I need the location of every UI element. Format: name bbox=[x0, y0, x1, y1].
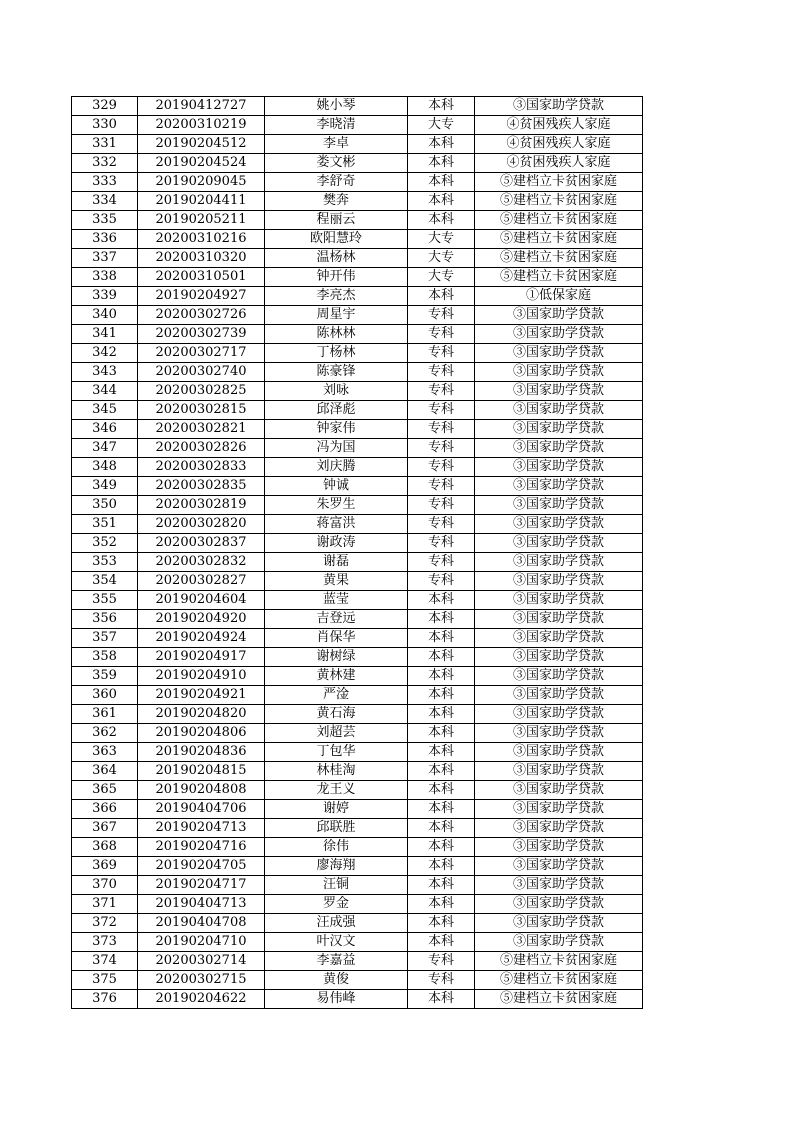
student-name-cell: 谢树绿 bbox=[265, 648, 408, 667]
student-id-cell: 20200310501 bbox=[138, 268, 265, 287]
student-id-cell: 20190205211 bbox=[138, 211, 265, 230]
aid-category-cell: ③国家助学贷款 bbox=[475, 724, 643, 743]
student-id-cell: 20190404713 bbox=[138, 895, 265, 914]
student-id-cell: 20190204604 bbox=[138, 591, 265, 610]
student-name-cell: 陈豪锋 bbox=[265, 363, 408, 382]
student-name-cell: 刘超芸 bbox=[265, 724, 408, 743]
row-number-cell: 353 bbox=[72, 553, 138, 572]
student-id-cell: 20200302837 bbox=[138, 534, 265, 553]
table-row bbox=[72, 800, 643, 819]
table-row bbox=[72, 287, 643, 306]
student-name-cell: 朱罗生 bbox=[265, 496, 408, 515]
row-number-cell: 368 bbox=[72, 838, 138, 857]
table-row bbox=[72, 116, 643, 135]
student-name-cell: 邱联胜 bbox=[265, 819, 408, 838]
student-name-cell: 李亮杰 bbox=[265, 287, 408, 306]
aid-category-cell: ③国家助学贷款 bbox=[475, 819, 643, 838]
row-number-cell: 349 bbox=[72, 477, 138, 496]
row-number-cell: 341 bbox=[72, 325, 138, 344]
table-row bbox=[72, 876, 643, 895]
table-row bbox=[72, 895, 643, 914]
student-name-cell: 娄文彬 bbox=[265, 154, 408, 173]
row-number-cell: 347 bbox=[72, 439, 138, 458]
student-aid-table bbox=[71, 96, 643, 1009]
student-name-cell: 吉登远 bbox=[265, 610, 408, 629]
table-row bbox=[72, 135, 643, 154]
student-name-cell: 龙王义 bbox=[265, 781, 408, 800]
education-level-cell: 专科 bbox=[408, 496, 475, 515]
aid-category-cell: ④贫困残疾人家庭 bbox=[475, 116, 643, 135]
student-name-cell: 谢婷 bbox=[265, 800, 408, 819]
student-id-cell: 20200302726 bbox=[138, 306, 265, 325]
aid-category-cell: ③国家助学贷款 bbox=[475, 382, 643, 401]
student-id-cell: 20190204411 bbox=[138, 192, 265, 211]
row-number-cell: 348 bbox=[72, 458, 138, 477]
row-number-cell: 364 bbox=[72, 762, 138, 781]
aid-category-cell: ③国家助学贷款 bbox=[475, 933, 643, 952]
student-name-cell: 程丽云 bbox=[265, 211, 408, 230]
row-number-cell: 371 bbox=[72, 895, 138, 914]
education-level-cell: 本科 bbox=[408, 192, 475, 211]
education-level-cell: 专科 bbox=[408, 515, 475, 534]
education-level-cell: 专科 bbox=[408, 306, 475, 325]
table-row bbox=[72, 192, 643, 211]
education-level-cell: 本科 bbox=[408, 762, 475, 781]
education-level-cell: 本科 bbox=[408, 914, 475, 933]
table-row bbox=[72, 382, 643, 401]
row-number-cell: 366 bbox=[72, 800, 138, 819]
education-level-cell: 本科 bbox=[408, 211, 475, 230]
student-id-cell: 20190204705 bbox=[138, 857, 265, 876]
table-row bbox=[72, 97, 643, 116]
student-id-cell: 20190204524 bbox=[138, 154, 265, 173]
aid-category-cell: ③国家助学贷款 bbox=[475, 477, 643, 496]
education-level-cell: 本科 bbox=[408, 287, 475, 306]
student-name-cell: 黄石海 bbox=[265, 705, 408, 724]
student-name-cell: 徐伟 bbox=[265, 838, 408, 857]
table-row bbox=[72, 154, 643, 173]
student-id-cell: 20200302819 bbox=[138, 496, 265, 515]
table-row bbox=[72, 667, 643, 686]
aid-category-cell: ⑤建档立卡贫困家庭 bbox=[475, 249, 643, 268]
aid-category-cell: ⑤建档立卡贫困家庭 bbox=[475, 173, 643, 192]
student-id-cell: 20200302717 bbox=[138, 344, 265, 363]
aid-category-cell: ③国家助学贷款 bbox=[475, 876, 643, 895]
student-id-cell: 20190204921 bbox=[138, 686, 265, 705]
education-level-cell: 专科 bbox=[408, 325, 475, 344]
student-name-cell: 姚小琴 bbox=[265, 97, 408, 116]
aid-category-cell: ③国家助学贷款 bbox=[475, 686, 643, 705]
student-name-cell: 黄果 bbox=[265, 572, 408, 591]
student-name-cell: 周星宇 bbox=[265, 306, 408, 325]
table-row bbox=[72, 781, 643, 800]
row-number-cell: 360 bbox=[72, 686, 138, 705]
student-name-cell: 欧阳慧玲 bbox=[265, 230, 408, 249]
student-id-cell: 20200302821 bbox=[138, 420, 265, 439]
student-id-cell: 20200302740 bbox=[138, 363, 265, 382]
student-id-cell: 20190404706 bbox=[138, 800, 265, 819]
row-number-cell: 333 bbox=[72, 173, 138, 192]
student-name-cell: 黄林建 bbox=[265, 667, 408, 686]
student-id-cell: 20200302827 bbox=[138, 572, 265, 591]
student-name-cell: 黄俊 bbox=[265, 971, 408, 990]
student-name-cell: 罗金 bbox=[265, 895, 408, 914]
row-number-cell: 331 bbox=[72, 135, 138, 154]
student-name-cell: 冯为国 bbox=[265, 439, 408, 458]
student-name-cell: 蓝莹 bbox=[265, 591, 408, 610]
row-number-cell: 365 bbox=[72, 781, 138, 800]
row-number-cell: 355 bbox=[72, 591, 138, 610]
table-row bbox=[72, 629, 643, 648]
education-level-cell: 本科 bbox=[408, 648, 475, 667]
table-row bbox=[72, 591, 643, 610]
aid-category-cell: ③国家助学贷款 bbox=[475, 667, 643, 686]
student-id-cell: 20190204806 bbox=[138, 724, 265, 743]
student-name-cell: 李晓清 bbox=[265, 116, 408, 135]
student-id-cell: 20200302715 bbox=[138, 971, 265, 990]
education-level-cell: 专科 bbox=[408, 572, 475, 591]
aid-category-cell: ⑤建档立卡贫困家庭 bbox=[475, 268, 643, 287]
student-id-cell: 20200302739 bbox=[138, 325, 265, 344]
row-number-cell: 363 bbox=[72, 743, 138, 762]
student-id-cell: 20190204622 bbox=[138, 990, 265, 1009]
table-row bbox=[72, 838, 643, 857]
table-row bbox=[72, 686, 643, 705]
student-name-cell: 钟开伟 bbox=[265, 268, 408, 287]
table-row bbox=[72, 268, 643, 287]
aid-category-cell: ③国家助学贷款 bbox=[475, 306, 643, 325]
table-row bbox=[72, 249, 643, 268]
row-number-cell: 346 bbox=[72, 420, 138, 439]
education-level-cell: 本科 bbox=[408, 591, 475, 610]
aid-category-cell: ①低保家庭 bbox=[475, 287, 643, 306]
student-name-cell: 李舒奇 bbox=[265, 173, 408, 192]
student-id-cell: 20200302833 bbox=[138, 458, 265, 477]
table-row bbox=[72, 762, 643, 781]
student-name-cell: 汪成强 bbox=[265, 914, 408, 933]
education-level-cell: 本科 bbox=[408, 990, 475, 1009]
aid-category-cell: ③国家助学贷款 bbox=[475, 762, 643, 781]
aid-category-cell: ③国家助学贷款 bbox=[475, 591, 643, 610]
aid-category-cell: ⑤建档立卡贫困家庭 bbox=[475, 971, 643, 990]
row-number-cell: 374 bbox=[72, 952, 138, 971]
table-row bbox=[72, 971, 643, 990]
education-level-cell: 本科 bbox=[408, 667, 475, 686]
row-number-cell: 350 bbox=[72, 496, 138, 515]
student-id-cell: 20200302820 bbox=[138, 515, 265, 534]
aid-category-cell: ③国家助学贷款 bbox=[475, 401, 643, 420]
table-row bbox=[72, 819, 643, 838]
education-level-cell: 本科 bbox=[408, 686, 475, 705]
aid-category-cell: ④贫困残疾人家庭 bbox=[475, 135, 643, 154]
aid-category-cell: ④贫困残疾人家庭 bbox=[475, 154, 643, 173]
student-name-cell: 汪铜 bbox=[265, 876, 408, 895]
table-row bbox=[72, 952, 643, 971]
aid-category-cell: ③国家助学贷款 bbox=[475, 325, 643, 344]
table-row bbox=[72, 572, 643, 591]
table-row bbox=[72, 610, 643, 629]
education-level-cell: 本科 bbox=[408, 933, 475, 952]
row-number-cell: 351 bbox=[72, 515, 138, 534]
student-name-cell: 谢磊 bbox=[265, 553, 408, 572]
student-id-cell: 20200302714 bbox=[138, 952, 265, 971]
aid-category-cell: ③国家助学贷款 bbox=[475, 363, 643, 382]
student-id-cell: 20200302815 bbox=[138, 401, 265, 420]
student-name-cell: 刘咏 bbox=[265, 382, 408, 401]
row-number-cell: 367 bbox=[72, 819, 138, 838]
student-name-cell: 叶汉文 bbox=[265, 933, 408, 952]
aid-category-cell: ③国家助学贷款 bbox=[475, 648, 643, 667]
education-level-cell: 本科 bbox=[408, 173, 475, 192]
row-number-cell: 359 bbox=[72, 667, 138, 686]
education-level-cell: 本科 bbox=[408, 705, 475, 724]
student-id-cell: 20190204920 bbox=[138, 610, 265, 629]
row-number-cell: 339 bbox=[72, 287, 138, 306]
student-name-cell: 丁杨林 bbox=[265, 344, 408, 363]
table-row bbox=[72, 306, 643, 325]
student-name-cell: 廖海翔 bbox=[265, 857, 408, 876]
education-level-cell: 本科 bbox=[408, 135, 475, 154]
student-name-cell: 蒋富洪 bbox=[265, 515, 408, 534]
table-row bbox=[72, 648, 643, 667]
education-level-cell: 大专 bbox=[408, 249, 475, 268]
education-level-cell: 专科 bbox=[408, 534, 475, 553]
education-level-cell: 本科 bbox=[408, 629, 475, 648]
education-level-cell: 专科 bbox=[408, 952, 475, 971]
student-name-cell: 刘庆腾 bbox=[265, 458, 408, 477]
education-level-cell: 大专 bbox=[408, 268, 475, 287]
aid-category-cell: ③国家助学贷款 bbox=[475, 420, 643, 439]
education-level-cell: 本科 bbox=[408, 724, 475, 743]
student-id-cell: 20200310320 bbox=[138, 249, 265, 268]
table-row bbox=[72, 458, 643, 477]
education-level-cell: 专科 bbox=[408, 401, 475, 420]
student-id-cell: 20190204820 bbox=[138, 705, 265, 724]
row-number-cell: 329 bbox=[72, 97, 138, 116]
education-level-cell: 本科 bbox=[408, 781, 475, 800]
student-id-cell: 20200310219 bbox=[138, 116, 265, 135]
aid-category-cell: ③国家助学贷款 bbox=[475, 515, 643, 534]
student-id-cell: 20190204717 bbox=[138, 876, 265, 895]
student-name-cell: 邱泽彪 bbox=[265, 401, 408, 420]
table-row bbox=[72, 553, 643, 572]
student-id-cell: 20190209045 bbox=[138, 173, 265, 192]
student-id-cell: 20190404708 bbox=[138, 914, 265, 933]
aid-category-cell: ③国家助学贷款 bbox=[475, 800, 643, 819]
row-number-cell: 334 bbox=[72, 192, 138, 211]
table-row bbox=[72, 477, 643, 496]
aid-category-cell: ③国家助学贷款 bbox=[475, 781, 643, 800]
row-number-cell: 343 bbox=[72, 363, 138, 382]
education-level-cell: 本科 bbox=[408, 857, 475, 876]
education-level-cell: 本科 bbox=[408, 838, 475, 857]
education-level-cell: 本科 bbox=[408, 610, 475, 629]
row-number-cell: 372 bbox=[72, 914, 138, 933]
student-name-cell: 丁包华 bbox=[265, 743, 408, 762]
table-row bbox=[72, 933, 643, 952]
student-name-cell: 樊奔 bbox=[265, 192, 408, 211]
row-number-cell: 375 bbox=[72, 971, 138, 990]
table-row bbox=[72, 914, 643, 933]
education-level-cell: 专科 bbox=[408, 420, 475, 439]
row-number-cell: 336 bbox=[72, 230, 138, 249]
education-level-cell: 大专 bbox=[408, 230, 475, 249]
row-number-cell: 369 bbox=[72, 857, 138, 876]
education-level-cell: 专科 bbox=[408, 363, 475, 382]
aid-category-cell: ⑤建档立卡贫困家庭 bbox=[475, 211, 643, 230]
education-level-cell: 专科 bbox=[408, 553, 475, 572]
student-id-cell: 20190204927 bbox=[138, 287, 265, 306]
education-level-cell: 专科 bbox=[408, 439, 475, 458]
table-row bbox=[72, 534, 643, 553]
aid-category-cell: ③国家助学贷款 bbox=[475, 458, 643, 477]
aid-category-cell: ③国家助学贷款 bbox=[475, 97, 643, 116]
row-number-cell: 344 bbox=[72, 382, 138, 401]
row-number-cell: 376 bbox=[72, 990, 138, 1009]
table-row bbox=[72, 724, 643, 743]
table-row bbox=[72, 230, 643, 249]
student-id-cell: 20190204924 bbox=[138, 629, 265, 648]
row-number-cell: 332 bbox=[72, 154, 138, 173]
aid-category-cell: ③国家助学贷款 bbox=[475, 629, 643, 648]
aid-category-cell: ③国家助学贷款 bbox=[475, 534, 643, 553]
table-row bbox=[72, 743, 643, 762]
student-id-cell: 20190204710 bbox=[138, 933, 265, 952]
table-row bbox=[72, 439, 643, 458]
aid-category-cell: ③国家助学贷款 bbox=[475, 553, 643, 572]
aid-category-cell: ⑤建档立卡贫困家庭 bbox=[475, 192, 643, 211]
row-number-cell: 335 bbox=[72, 211, 138, 230]
student-name-cell: 林桂淘 bbox=[265, 762, 408, 781]
student-name-cell: 李卓 bbox=[265, 135, 408, 154]
education-level-cell: 本科 bbox=[408, 154, 475, 173]
table-row bbox=[72, 173, 643, 192]
table-row bbox=[72, 401, 643, 420]
aid-category-cell: ⑤建档立卡贫困家庭 bbox=[475, 952, 643, 971]
aid-category-cell: ③国家助学贷款 bbox=[475, 857, 643, 876]
student-name-cell: 钟家伟 bbox=[265, 420, 408, 439]
aid-category-cell: ③国家助学贷款 bbox=[475, 895, 643, 914]
student-id-cell: 20190204512 bbox=[138, 135, 265, 154]
row-number-cell: 357 bbox=[72, 629, 138, 648]
table-row bbox=[72, 363, 643, 382]
student-id-cell: 20190204910 bbox=[138, 667, 265, 686]
row-number-cell: 373 bbox=[72, 933, 138, 952]
row-number-cell: 354 bbox=[72, 572, 138, 591]
aid-category-cell: ③国家助学贷款 bbox=[475, 838, 643, 857]
education-level-cell: 本科 bbox=[408, 876, 475, 895]
table-row bbox=[72, 211, 643, 230]
student-name-cell: 钟诚 bbox=[265, 477, 408, 496]
student-name-cell: 陈林林 bbox=[265, 325, 408, 344]
student-id-cell: 20190204713 bbox=[138, 819, 265, 838]
student-id-cell: 20190204815 bbox=[138, 762, 265, 781]
education-level-cell: 本科 bbox=[408, 743, 475, 762]
row-number-cell: 342 bbox=[72, 344, 138, 363]
row-number-cell: 345 bbox=[72, 401, 138, 420]
row-number-cell: 356 bbox=[72, 610, 138, 629]
table-row bbox=[72, 344, 643, 363]
education-level-cell: 本科 bbox=[408, 819, 475, 838]
student-name-cell: 易伟峰 bbox=[265, 990, 408, 1009]
student-id-cell: 20200302832 bbox=[138, 553, 265, 572]
student-name-cell: 李嘉益 bbox=[265, 952, 408, 971]
aid-category-cell: ③国家助学贷款 bbox=[475, 572, 643, 591]
aid-category-cell: ③国家助学贷款 bbox=[475, 743, 643, 762]
aid-category-cell: ③国家助学贷款 bbox=[475, 914, 643, 933]
table-row bbox=[72, 990, 643, 1009]
row-number-cell: 358 bbox=[72, 648, 138, 667]
row-number-cell: 370 bbox=[72, 876, 138, 895]
student-id-cell: 20200302835 bbox=[138, 477, 265, 496]
education-level-cell: 专科 bbox=[408, 458, 475, 477]
row-number-cell: 330 bbox=[72, 116, 138, 135]
table-row bbox=[72, 496, 643, 515]
aid-category-cell: ③国家助学贷款 bbox=[475, 496, 643, 515]
student-id-cell: 20190412727 bbox=[138, 97, 265, 116]
aid-category-cell: ③国家助学贷款 bbox=[475, 610, 643, 629]
student-id-cell: 20190204917 bbox=[138, 648, 265, 667]
student-name-cell: 温杨林 bbox=[265, 249, 408, 268]
aid-category-cell: ⑤建档立卡贫困家庭 bbox=[475, 990, 643, 1009]
row-number-cell: 337 bbox=[72, 249, 138, 268]
education-level-cell: 本科 bbox=[408, 97, 475, 116]
table-row bbox=[72, 705, 643, 724]
table-row bbox=[72, 325, 643, 344]
row-number-cell: 338 bbox=[72, 268, 138, 287]
aid-category-cell: ③国家助学贷款 bbox=[475, 344, 643, 363]
row-number-cell: 362 bbox=[72, 724, 138, 743]
aid-category-cell: ③国家助学贷款 bbox=[475, 439, 643, 458]
table-body bbox=[72, 97, 643, 1009]
student-id-cell: 20190204808 bbox=[138, 781, 265, 800]
education-level-cell: 本科 bbox=[408, 895, 475, 914]
row-number-cell: 340 bbox=[72, 306, 138, 325]
education-level-cell: 本科 bbox=[408, 800, 475, 819]
student-id-cell: 20200302825 bbox=[138, 382, 265, 401]
table-row bbox=[72, 857, 643, 876]
row-number-cell: 352 bbox=[72, 534, 138, 553]
education-level-cell: 大专 bbox=[408, 116, 475, 135]
row-number-cell: 361 bbox=[72, 705, 138, 724]
student-name-cell: 肖保华 bbox=[265, 629, 408, 648]
student-id-cell: 20200302826 bbox=[138, 439, 265, 458]
education-level-cell: 专科 bbox=[408, 971, 475, 990]
student-id-cell: 20200310216 bbox=[138, 230, 265, 249]
table-row bbox=[72, 420, 643, 439]
student-name-cell: 谢政涛 bbox=[265, 534, 408, 553]
student-id-cell: 20190204836 bbox=[138, 743, 265, 762]
education-level-cell: 专科 bbox=[408, 382, 475, 401]
table-row bbox=[72, 515, 643, 534]
student-id-cell: 20190204716 bbox=[138, 838, 265, 857]
education-level-cell: 专科 bbox=[408, 344, 475, 363]
student-name-cell: 严淦 bbox=[265, 686, 408, 705]
aid-category-cell: ③国家助学贷款 bbox=[475, 705, 643, 724]
aid-category-cell: ⑤建档立卡贫困家庭 bbox=[475, 230, 643, 249]
education-level-cell: 专科 bbox=[408, 477, 475, 496]
